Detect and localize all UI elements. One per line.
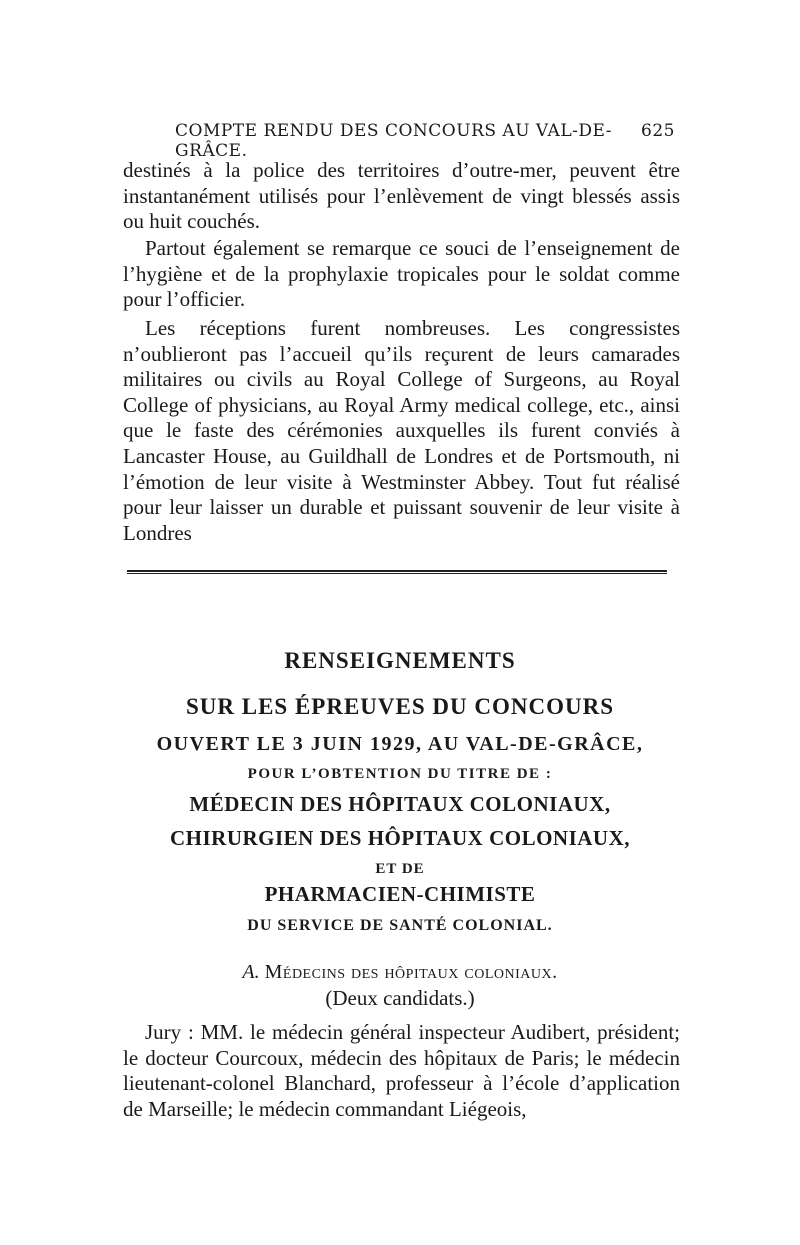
- heading-line-6: CHIRURGIEN DES HÔPITAUX COLONIAUX,: [170, 826, 630, 850]
- section-divider: [127, 570, 667, 574]
- heading-line-9: DU SERVICE DE SANTÉ COLONIAL.: [247, 917, 553, 934]
- heading-line-8: PHARMACIEN-CHIMISTE: [264, 882, 536, 906]
- running-title: COMPTE RENDU DES CONCOURS AU VAL-DE-GRÂCE.: [175, 121, 612, 161]
- section-title: Médecins des hôpitaux coloniaux.: [264, 961, 558, 983]
- page-number: 625: [641, 121, 675, 141]
- paragraph-jury: Jury : MM. le médecin général inspecteur Audibert, président; le docteur Courcoux, médecin des hôpitaux de Paris; le médecin lieutenant-colonel Blanchard, professeur à l’école d’application de Marseille; le médecin commandant Liégeois,: [123, 1020, 680, 1121]
- heading-line-3: OUVERT LE 3 JUIN 1929, AU VAL-DE-GRÂCE,: [156, 733, 644, 755]
- running-header: [175, 121, 675, 161]
- heading-line-2: SUR LES ÉPREUVES DU CONCOURS: [185, 694, 615, 719]
- section-subtitle: (Deux candidats.): [325, 986, 475, 1010]
- section-heading: [0, 961, 800, 984]
- heading-line-7: ET DE: [375, 861, 425, 877]
- paragraph-continuation: destinés à la police des territoires d’outre-mer, peuvent être instantanément utilisés pour l’enlèvement de vingt blessés assis ou huit couchés.: [123, 158, 680, 234]
- heading-line-4: POUR L’OBTENTION DU TITRE DE :: [247, 766, 553, 782]
- heading-line-1: RENSEIGNEMENTS: [284, 648, 516, 673]
- paragraph-hygiene: Partout également se remarque ce souci de l’enseignement de l’hygiène et de la prophylaxie tropicales pour le soldat comme pour l’officier.: [123, 236, 680, 312]
- heading-line-5: MÉDECIN DES HÔPITAUX COLONIAUX,: [189, 792, 611, 816]
- section-letter: A.: [242, 961, 260, 983]
- paragraph-receptions: Les réceptions furent nombreuses. Les congressistes n’oublieront pas l’accueil qu’ils reçurent de leurs camarades militaires ou civils au Royal College of Surgeons, au Royal College of physicians, au Royal Army medical college, etc., ainsi que le faste des cérémonies auxquelles ils furent conviés à Lancaster House, au Guildhall de Londres et de Portsmouth, ni l’émotion de leur visite à Westminster Abbey. Tout fut réalisé pour leur laisser un durable et puissant souvenir de leur visite à Londres: [123, 316, 680, 545]
